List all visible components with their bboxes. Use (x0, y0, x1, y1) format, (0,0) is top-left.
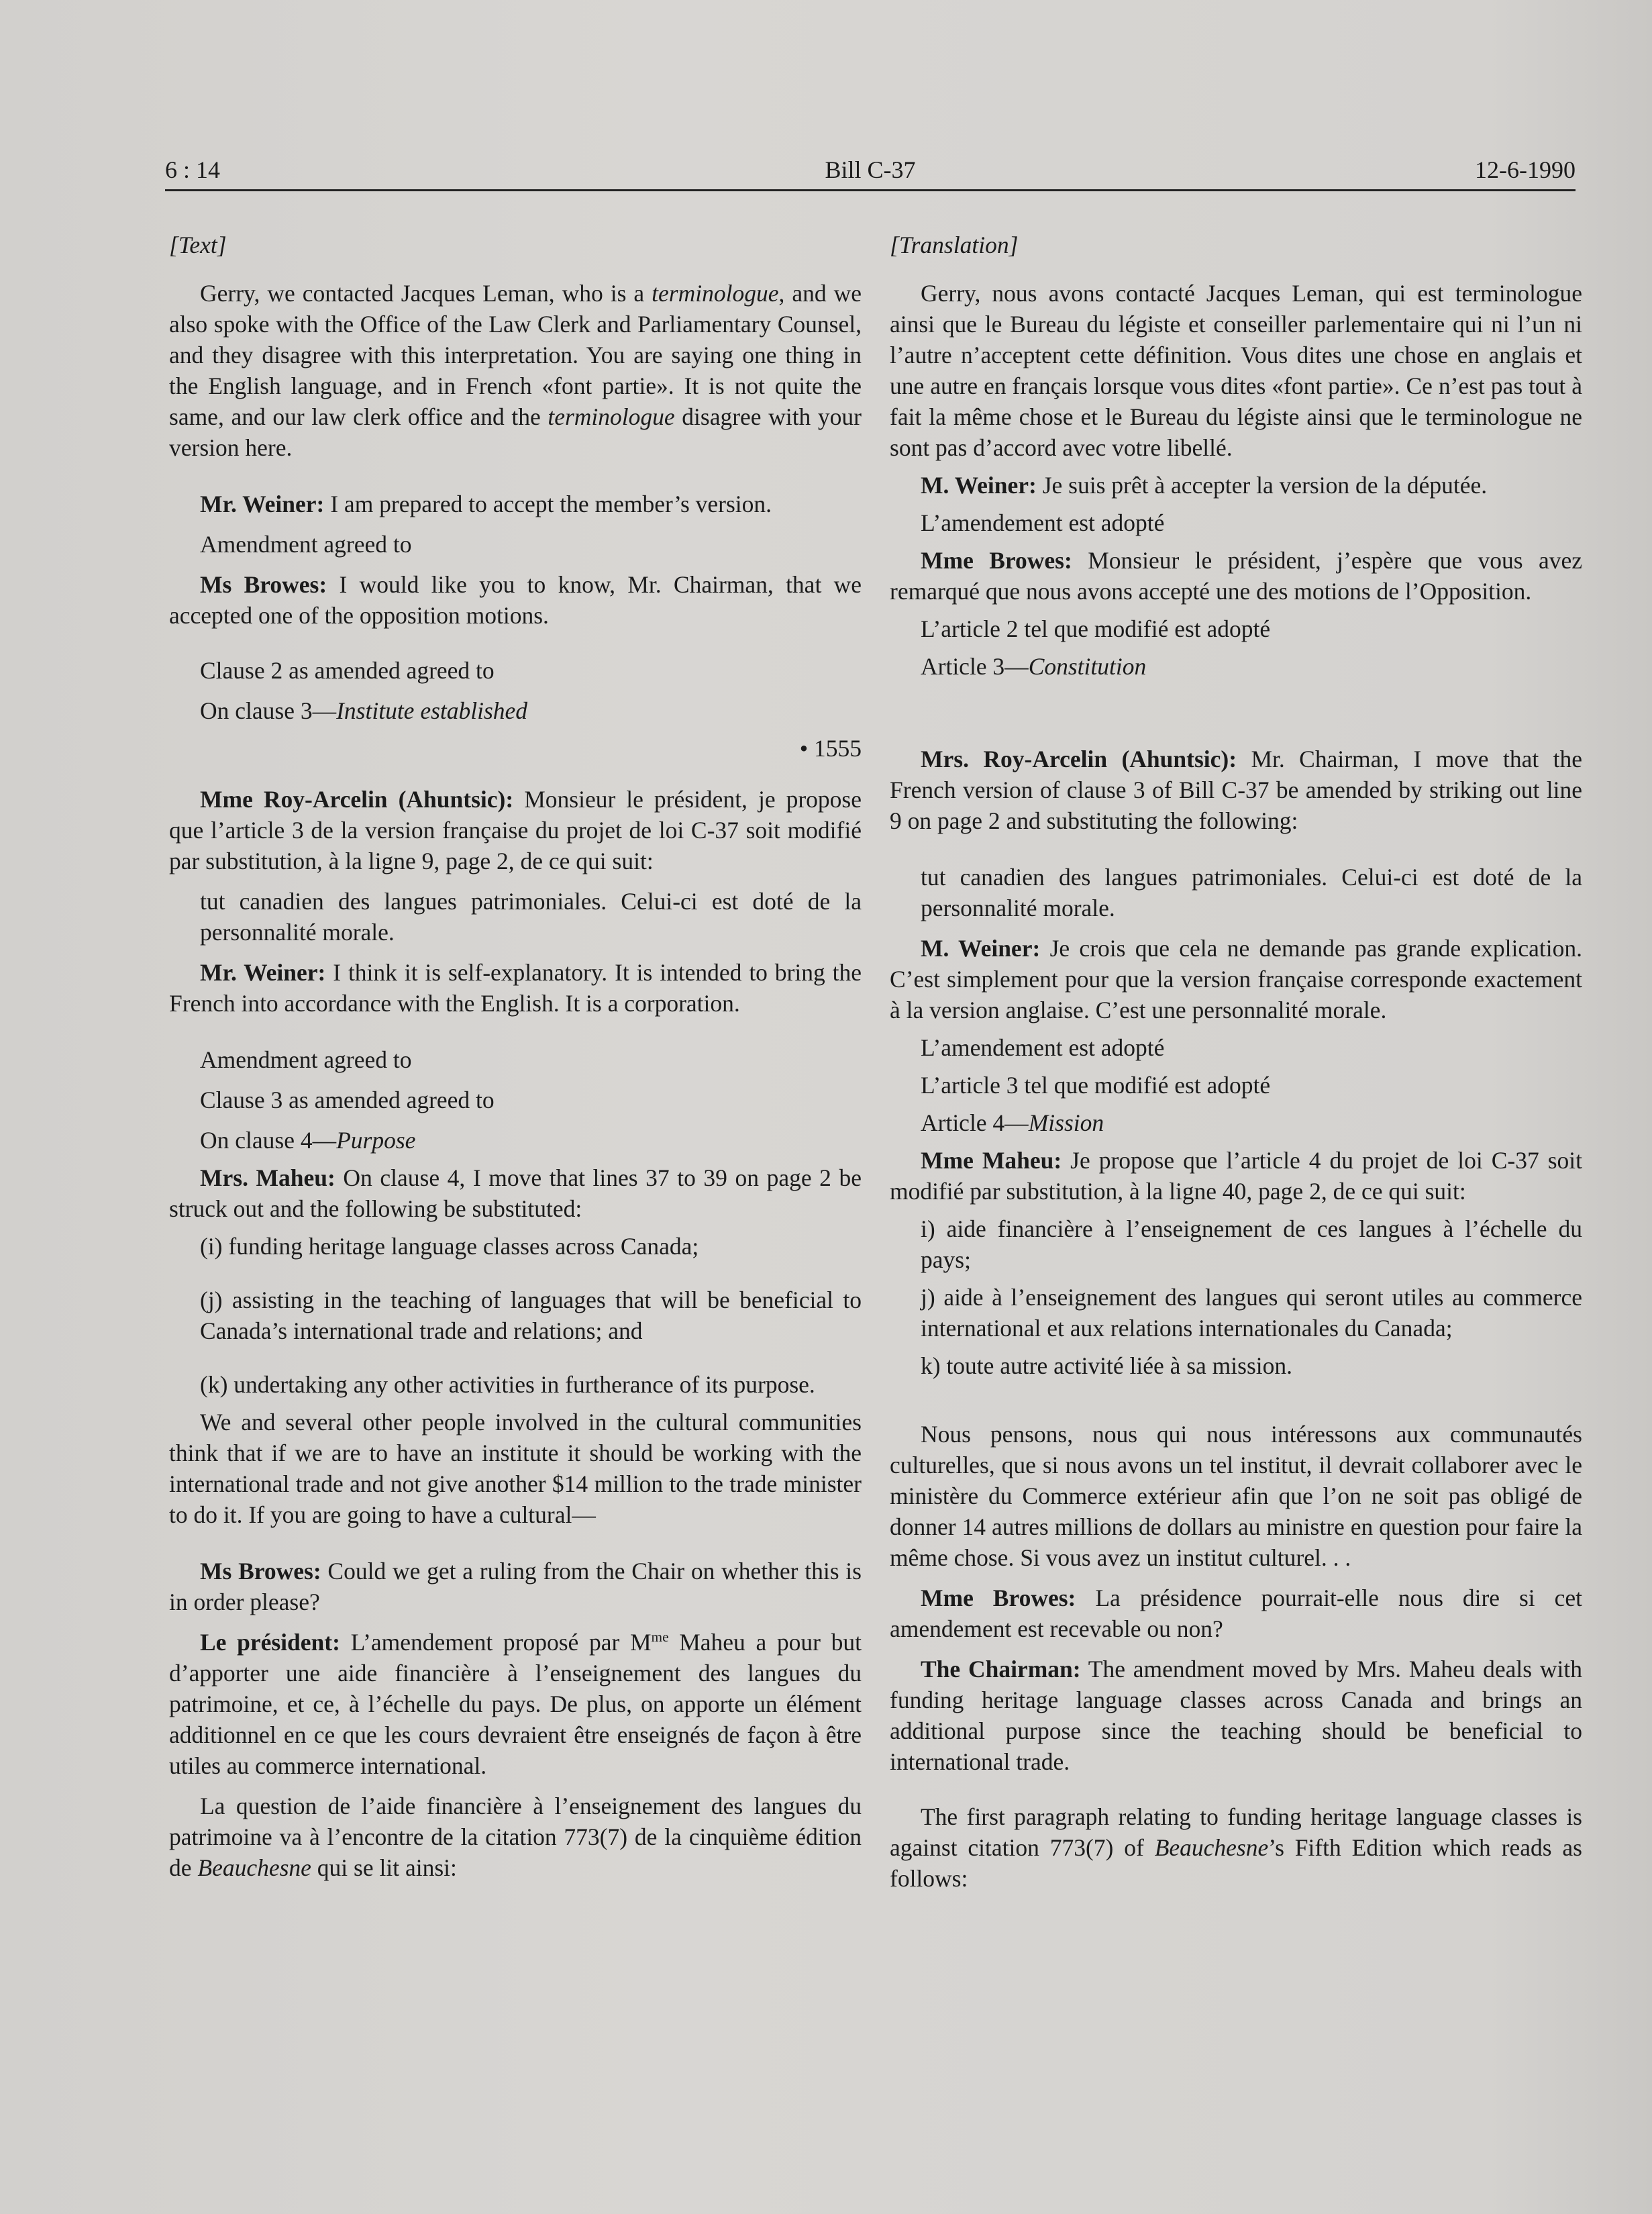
clause-heading: On clause 4—Purpose (200, 1127, 416, 1154)
page-header (165, 152, 1576, 187)
page-number: 6 : 14 (165, 156, 221, 183)
bill-title: Bill C-37 (825, 156, 916, 183)
proceeding-note: L’amendement est adopté (921, 1034, 1165, 1061)
amendment-item: k) toute autre activité liée à sa mission. (921, 1352, 1293, 1379)
speech-chairman: The Chairman: The amendment moved by Mrs. Maheu deals with funding heritage language classes across Canada and brings an additional purpose since the teaching should be beneficial to international trade. (890, 1656, 1582, 1775)
paragraph: Gerry, we contacted Jacques Leman, who is a terminologue, and we also spoke with the Office of the Law Clerk and Parliamentary Counsel, and they disagree with this interpretation. You are saying one thing in the English language, and in French «font partie». It is not quite the same, and our law clerk office and the terminologue disagree with your version here. (169, 280, 862, 461)
proceeding-note: L’article 2 tel que modifié est adopté (921, 615, 1271, 642)
amendment-item: (i) funding heritage language classes across Canada; (200, 1233, 699, 1260)
paragraph: La question de l’aide financière à l’enseignement des langues du patrimoine va à l’encontre de la citation 773(7) de la cinquième édition de Beauchesne qui se lit ainsi: (169, 1793, 862, 1881)
speech-browes: Ms Browes: I would like you to know, Mr. Chairman, that we accepted one of the opposition motions. (169, 571, 862, 629)
clause-heading: Article 4—Mission (921, 1109, 1104, 1136)
paragraph: The first paragraph relating to funding heritage language classes is against citation 773(7) of Beauchesne’s Fifth Edition which reads as follows: (890, 1803, 1582, 1892)
speech-browes: Mme Browes: Monsieur le président, j’espère que vous avez remarqué que nous avons accepté une des motions de l’Opposition. (890, 547, 1582, 605)
header-rule (165, 189, 1576, 191)
quoted-text: tut canadien des langues patrimoniales. Celui-ci est doté de la personnalité morale. (921, 864, 1582, 921)
amendment-item: (k) undertaking any other activities in furtherance of its purpose. (200, 1371, 815, 1398)
paragraph: We and several other people involved in the cultural communities think that if we are to have an institute it should be working with the international trade and not give another $14 million to the trade minister to do it. If you are going to have a cultural— (169, 1409, 862, 1528)
speech-weiner: M. Weiner: Je crois que cela ne demande pas grande explication. C’est simplement pour que la version française corresponde exactement à la version anglaise. C’est une personnalité morale. (890, 935, 1582, 1023)
proceeding-note: L’article 3 tel que modifié est adopté (921, 1072, 1271, 1099)
amendment-item: j) aide à l’enseignement des langues qui seront utiles au commerce international et aux relations internationales du Canada; (921, 1284, 1582, 1342)
proceeding-note: L’amendement est adopté (921, 509, 1165, 536)
amendment-item: i) aide financière à l’enseignement de ces langues à l’échelle du pays; (921, 1215, 1582, 1273)
proceeding-note: Clause 3 as amended agreed to (200, 1087, 495, 1113)
speech-browes: Mme Browes: La présidence pourrait-elle nous dire si cet amendement est recevable ou non? (890, 1584, 1582, 1642)
speech-maheu: Mme Maheu: Je propose que l’article 4 du projet de loi C-37 soit modifié par substitution, à la ligne 40, page 2, de ce qui suit: (890, 1147, 1582, 1205)
speech-roy-arcelin: Mrs. Roy-Arcelin (Ahuntsic): Mr. Chairman, I move that the French version of clause 3 of Bill C-37 be amended by striking out line 9 on page 2 and substituting the following: (890, 746, 1582, 834)
speech-browes: Ms Browes: Could we get a ruling from the Chair on whether this is in order please? (169, 1558, 862, 1615)
proceeding-note: Amendment agreed to (200, 531, 412, 558)
speech-maheu: Mrs. Maheu: On clause 4, I move that lines 37 to 39 on page 2 be struck out and the following be substituted: (169, 1164, 862, 1222)
proceeding-note: Clause 2 as amended agreed to (200, 657, 495, 684)
clause-heading: Article 3—Constitution (921, 653, 1147, 680)
paragraph: Nous pensons, nous qui nous intéressons aux communautés culturelles, que si nous avons un tel institut, il devrait collaborer avec le ministère du Commerce extérieur afin que l’on ne soit pas obligé de donner 14 autres millions de dollars au ministre en question pour faire la même chose. Si vous avez un institut culturel. . . (890, 1421, 1582, 1571)
speech-weiner: Mr. Weiner: I am prepared to accept the member’s version. (200, 491, 772, 517)
header-date: 12-6-1990 (1475, 156, 1576, 183)
speech-weiner: M. Weiner: Je suis prêt à accepter la version de la députée. (921, 472, 1488, 499)
time-marker: • 1555 (799, 735, 862, 762)
column-tag: [Translation] (890, 232, 1019, 258)
column-tag: [Text] (169, 232, 227, 258)
clause-heading: On clause 3—Institute established (200, 697, 528, 724)
amendment-item: (j) assisting in the teaching of languages that will be beneficial to Canada’s international trade and relations; and (200, 1287, 862, 1344)
speech-roy-arcelin: Mme Roy-Arcelin (Ahuntsic): Monsieur le président, je propose que l’article 3 de la version française du projet de loi C-37 soit modifié par substitution, à la ligne 9, page 2, de ce qui suit: (169, 786, 862, 874)
paragraph: Gerry, nous avons contacté Jacques Leman, qui est terminologue ainsi que le Bureau du légiste et conseiller parlementaire qui ni l’un ni l’autre n’acceptent cette définition. Vous dites une chose en anglais et une autre en français lorsque vous dites «font partie». Ce n’est pas tout à fait la même chose et le Bureau du légiste ainsi que le terminologue ne sont pas d’accord avec votre libellé. (890, 280, 1582, 461)
translation-column (890, 230, 1582, 1894)
quoted-text: tut canadien des langues patrimoniales. Celui-ci est doté de la personnalité morale. (200, 888, 862, 946)
proceeding-note: Amendment agreed to (200, 1046, 412, 1073)
speech-president: Le président: L’amendement proposé par $M^{me}$ Maheu a pour but d’apporter une aide financière à l’enseignement des langues du patrimoine, et ce, à l’échelle du pays. De plus, on apporte un élément additionnel en ce que les cours devraient être enseignés de façon à être utiles au commerce international. (169, 1629, 862, 1779)
english-column (169, 230, 862, 1883)
speech-weiner: Mr. Weiner: I think it is self-explanatory. It is intended to bring the French into accordance with the English. It is a corporation. (169, 959, 862, 1017)
